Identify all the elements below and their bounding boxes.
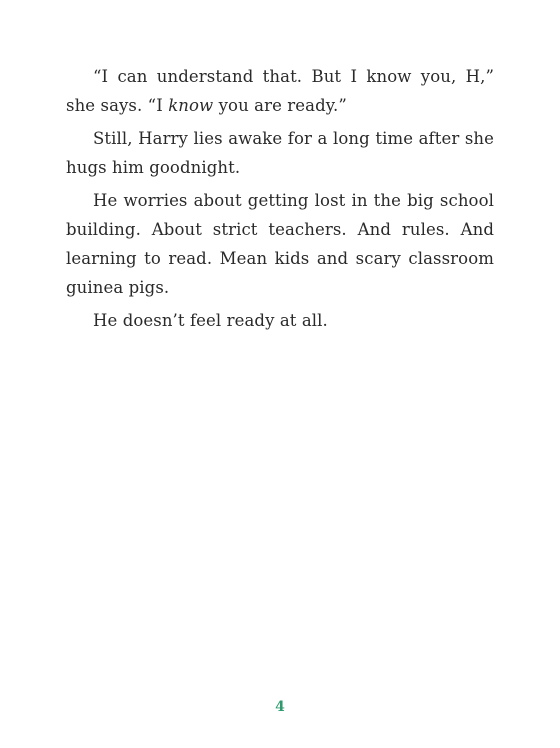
paragraph-2	[66, 124, 494, 182]
paragraph-3-text: He worries about getting lost in the big school building. About strict teachers. And rules. And learning to read. Mean kids and scary classroom guinea pigs.	[66, 191, 494, 297]
paragraph-1-italic-word: know	[168, 96, 214, 115]
paragraph-4	[66, 306, 494, 335]
paragraph-2-text: Still, Harry lies awake for a long time after she hugs him goodnight.	[66, 129, 494, 177]
paragraph-1-text-end: you are ready.”	[213, 96, 347, 115]
paragraph-1	[66, 62, 494, 120]
page-number: 4	[275, 699, 285, 715]
paragraph-3	[66, 186, 494, 302]
paragraph-1-text-start: “I can understand that. But I know you, H,” she says. “I	[66, 67, 494, 115]
body-text	[66, 62, 494, 339]
paragraph-4-text: He doesn’t feel ready at all.	[93, 311, 328, 330]
